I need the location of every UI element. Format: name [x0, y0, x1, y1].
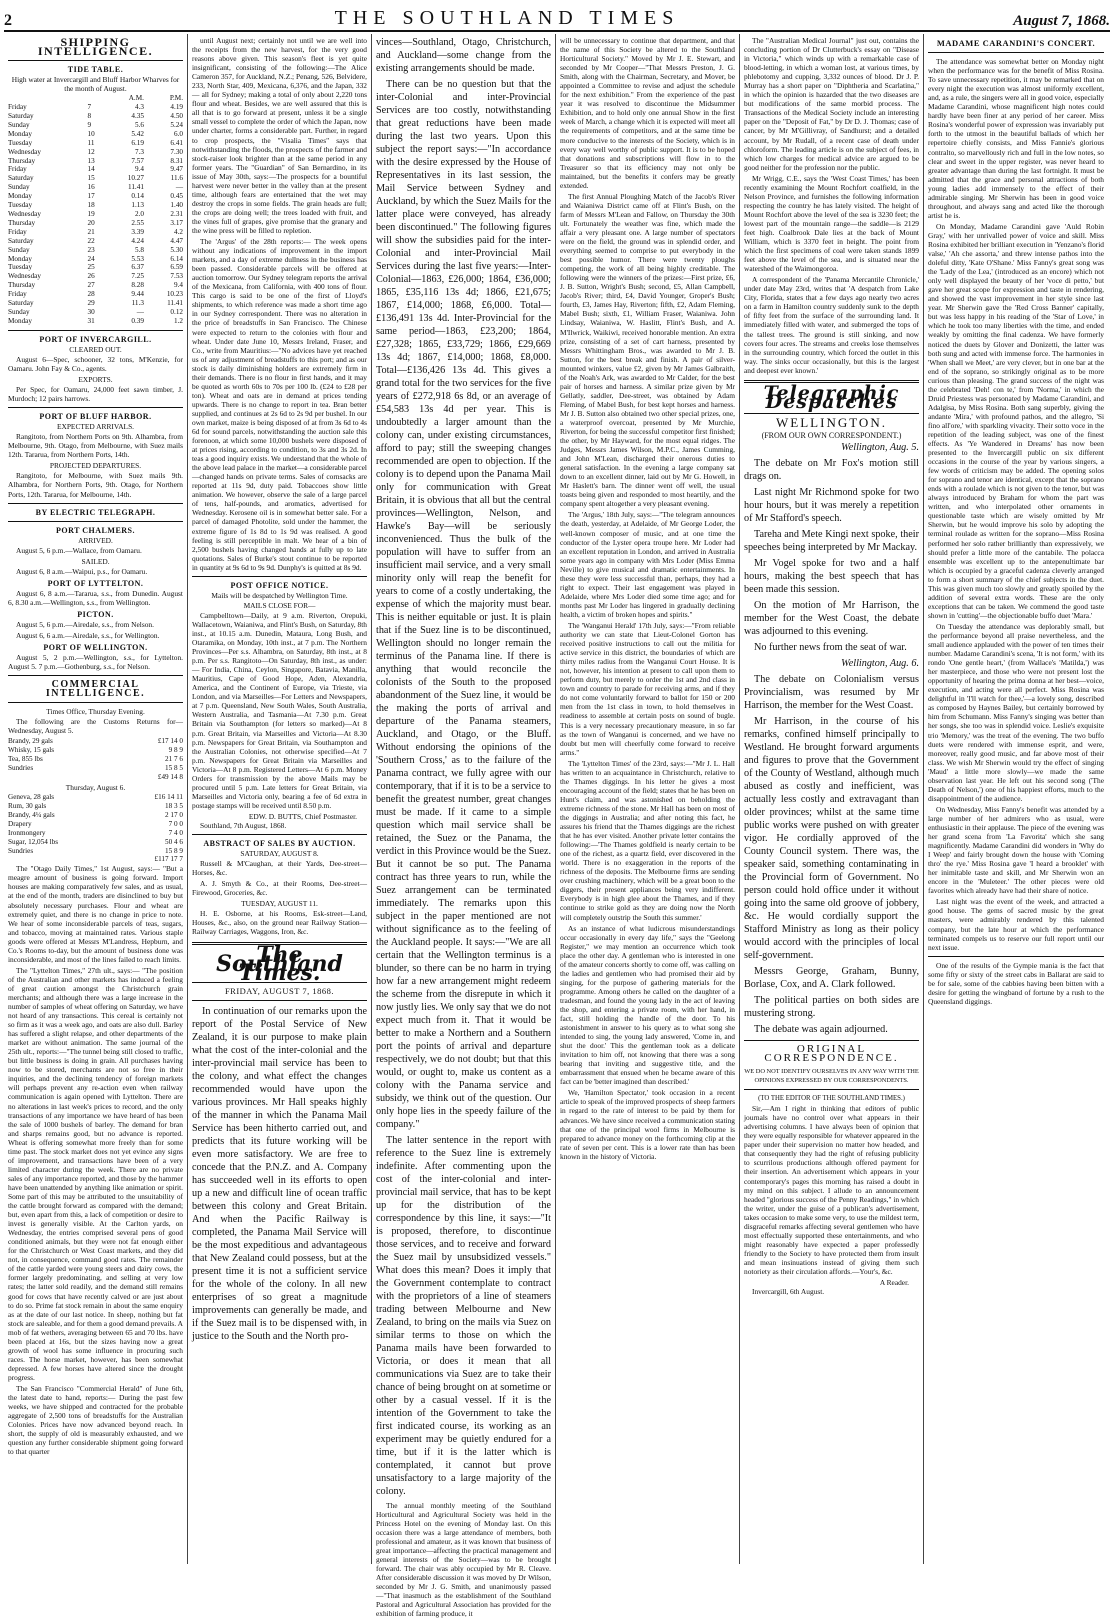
port-picton: PICTON. — [77, 609, 114, 619]
customs-row-cell: Geneva, 28 gals — [8, 793, 55, 802]
chalmers-arrived: August 5, 6 p.m.—Wallace, from Oamaru. — [16, 545, 142, 555]
customs-row-cell: Rum, 30 gals — [8, 801, 47, 810]
paper-title: The Southland Times. — [216, 941, 343, 986]
commercial-p1: The "Otago Daily Times," 1st August, says:— "But a meagre amount of business is going forward. Import houses are making comparatively few sales, and as usual, at the end of the month, traders are disinclined to buy but absolutely necessary purchases. Flour and wheat are extremely quiet, and there is no change in price to note. We hear of some inconsiderable parcels of teas, sugars, and tobacco, moving at maintained rates. Various staple goods were offered at Messrs M'Landress, Hepburn, and Co.'s Rooms to-day, but the amount of business done was inconsiderable, and most of the lines failed to reach limits. — [8, 864, 183, 964]
customs-row — [8, 855, 183, 864]
customs-row-cell: 7 0 0 — [168, 819, 183, 828]
tide-row-cell: 7.53 — [170, 272, 183, 281]
customs-row-cell: 21 7 6 — [165, 755, 183, 764]
exports-text: Per Spec, for Oamaru, 24,000 feet sawn timber, J. Murdoch; 12 pairs harrows. — [8, 385, 183, 404]
gympie-paragraph: One of the results of the Gympie mania is the fact that some fifty or sixty of the street cabs in Ballarat are said to be for sale, some of the cabbies having been bitten with a desire for getting the wingband of fortune by a rush to the Queensland diggings. — [928, 960, 1104, 1006]
tide-row-cell: Thursday — [8, 218, 36, 227]
col4-p1: will be unnecessary to continue that department, and that the name of this Society be altered to the Southland Horticultural Society." Moved by Mr J. E. Stewart, and seconded by Mr Cooper—"That Messrs Preston, J. G. Smith, along with the Chairman, Secretary, and Mover, be appointed a Committee to revise and adjust the schedule for the next exhibition." From the experience of the past year it was resolved to discontinue the Midsummer Exhibition, and to hold only one annual Show in the first week of March, a change which it is expected will meet all the requirements of competitors, and at the same time be more conducive to the interests of the Society, which is in every way well worthy of public support. It is to be hoped that donations and subscriptions will flow in to the Treasurer so that its efficiency may not only be maintained, but the benefits it confers may be greatly extended. — [560, 36, 735, 190]
tide-row — [8, 103, 183, 112]
tide-row-cell: 21 — [87, 227, 95, 236]
col4-p4: The 'Wanganui Herald' 17th July, says:—"From reliable authority we can state that Lieut-Colonel Gorton has received positive instructions to call out the militia for active service in this district, the boundaries of which are thirty miles radius from the Wanganui Court House. It is not, however, his intention at present to call upon them to perform duty, but merely to order the 1st and 2nd class in town and country to parade for receiving arms, and if they do not come voluntarily forward to ballot for 150 or 200 men from the 1st class in town, to hold themselves in readiness to assemble at certain posts on sound of bugle. This is a very necessary precautionary measure, in so far as the town of Wanganui is concerned, and we have no doubt but men will cheerfully come forward to receive arms." — [560, 621, 735, 757]
col4-p2: The first Annual Ploughing Match of the Jacob's River and Waianiwa District came off at Flint's Bush, on the farm of Messrs M'Lean and Fallow, on Thursday the 30th ult. Fortunately the weather was fine, which made the affair a very pleasant one. A large number of spectators were on the field, the ground was in splendid order, and everything seemed to comprise to put everybody in the best possible humor. There were twenty ploughs competing, the work of all being highly creditable. The following were the winners of the prizes:—First prize, £6, J. B. Sutton, Wright's Bush; second, £5, Allan Campbell, Jacob's River; third, £4, David Younger, Groper's Bush; fourth, £3, James Hay, Riverton; fifth, £2, Adam Fleming, Mabel Bush; sixth, £1, William Fraser, Waianiwa. John Lindsay, Waianiwa, W. Haslitt, Flint's Bush, and A. M'Ilwrick, Waikiwi, received honorable mention. An extra prize, consisting of a set of cart harness, presented by Messrs Whittingham Bros., was awarded to Mr J. B. Sutton, for the best break and finish. A pair of silver-mounted winkers, value £2, given by Mr James Galbraith, of the Noah's Ark, was awarded to Mr Calder, for the best pair of horses and harness. A similar prize given by Mr Gellatly, saddler, Dee-street, was obtained by Adam Fleming, of Mabel Bush, for best kept horses and harness. Mr J. B. Sutton also obtained two other special prizes, one, a waterproof overcoat, presented by Mr Murchie, Riverton, for being the successful competitor first finished; the other, by Mr Hayward, for the most equal ridges. The Judges, Messrs James Wilson, M.P.C., James Cumming, and John M'Lean, discharged their onerous duties to general satisfaction. In the evening a large company sat down to an excellent dinner, laid out by Mr G. Howell, in Mr Haslett's barn. The dinner went off well, the usual toasts being given and responded to most heartily, and the company spent altogether a very pleasant evening. — [560, 191, 735, 509]
tide-row-cell: 24 — [87, 254, 95, 263]
customs-row — [8, 793, 183, 802]
tide-row-cell: Tuesday — [8, 138, 33, 147]
tide-row-cell: 22 — [87, 236, 95, 245]
tide-row — [8, 255, 183, 264]
paper-date: FRIDAY, AUGUST 7, 1868. — [224, 985, 335, 996]
tele-11: The debate was again adjourned. — [754, 1023, 888, 1035]
tide-row — [8, 121, 183, 130]
postmaster-signature: EDW. D. BUTTS, Chief Postmaster. — [248, 811, 357, 821]
customs-row — [8, 838, 183, 847]
tele-5: On the motion of Mr Harrison, the member for the West Coast, the debate was adjourned to this evening. — [744, 599, 919, 637]
tide-row-cell: Sunday — [8, 183, 30, 192]
letter-body: Sir,—Am I right in thinking that editors of public journals have no control over what appears in their advertising columns. I have always been of opinion that they were equally responsible for whatever appeared in the paper under their supervision no matter how headed, and that consequently they had the right of refusing publicity to scurrilous productions although offered payment for their insertion. An advertisement which appears in your contemporary's pages this morning has raised a doubt in my mind on this subject. I allude to an announcement headed "glorious success of the Penny Readings," in which the writer, under the guise of a publican's advertisement, takes occasion to make some very, to use the mildest term, disgraceful remarks affecting several gentlemen who have most effectually supported these entertainments, and who might reasonably have expected a paper professedly friendly to the Society to have protected them from insult and mean insinuations instead of giving them such notoriety as their circulation affords.—Your's, &c. — [744, 1104, 919, 1276]
tide-row-cell: 27 — [87, 281, 95, 290]
col3-p2: There can be no question but that the inter-Colonial and inter-Provincial Services are too costly, notwithstanding that great reductions have been made during the last two years. Upon this subject the report says:—"In accordance with the desire expressed by the House of Representatives in its last session, the Mail Service between Sydney and Auckland, by which the Suez Mails for the latter place were conveyed, has already been discontinued." The following figures will show the subsidies paid for the inter-Colonial and inter-Provincial Mail Services during the last five years:—Inter-Colonial—1863, £26,000; 1864, £36,000; 1865, £35,116 13s 4d; 1866, £21,675; 1867, £14,000; 1868, £6,000. Total—£136,491 13s 4d. Inter-Provincial for the same period—1863, £23,200; 1864, £27,328; 1865, £33,729; 1866, £29,669 13s 4d; 1867, £14,000; 1868, £8,000. Total—£136,426 13s 4d. This gives a grand total for the two services for the five years of £272,918 6s 8d, or an average of £54,583 13s 4d per year. This is undoubtedly a larger amount than the colony can, under existing circumstances, afford to pay; still the sweeping changes recommended are open to objection. If the colony is to depend upon the Panama Mail only for communication with Great Britain, it is obvious that all but the central provinces—Wellington, Nelson, and Hawke's Bay—will be seriously inconvenienced. Thus the bulk of the population will have to suffer from an insufficient mail service, and a very small minority only will reap the benefit for years to come of a costly undertaking, the expense of which the majority must bear. This is neither equitable or just. It is plain that if the Suez line is to be discontinued, Wellington should no longer remain the terminus of the Panama line. If there is anything that would reconcile the colonists of the South to the proposed abandonment of the Suez line, it would be the making the ports of arrival and departure of the Panama steamers, Auckland, and Otago, or the Bluff. Without endorsing the opinions of the 'Southern Cross,' as to the failure of the Panama contract, we fully agree with our contemporary, that if it is to be a service to benefit the greatest number, great changes must be made. If it came to a simple question which mail service shall be retained, the Suez or the Panama, the verdict in this Province would be the Suez. But it cannot be so put. The Panama contract has three years to run, while the Suez arrangement can be terminated immediately. The remarks upon this subject in the paper mentioned are not without significance as to the feeling of the Auckland people. It says:—"We are all certain that the Wellington terminus is a blunder, so there can be no harm in trying how far a new arrangement might redeem the scheme from the disrepute in which it now justly lies. We only say that we do not expect much from it. That it would be better to make a Northern and a Southern port the points of arrival and departure respectively, we do not doubt; but that this would, or ought to, make us content as a colony with the Panama service and subsidy, we think out of the question. Our only hope lies in the speedy failure of the company." — [376, 79, 551, 1130]
auction-3: H. E. Osborne, at his Rooms, Esk-street—Land, Houses, &c., also, on the ground near Railway Station—Railway Carriages, Waggons, Iron, &c. — [192, 909, 367, 937]
customs-row-cell: Sugar, 12,054 lbs — [8, 837, 59, 846]
tele-8: Mr Harrison, in the course of his remarks, confined himself principally to Westland. He brought forward arguments and figures to prove that the Government of the County of Westland, although much abused as costly and inefficient, was actually less costly and extravagant than older provinces; whilst at the same time public works were pushed on with greater vigor. He cordially approved of the County Council system. There was, the speaker said, something contaminating in the Provincial form of Government. No person could hold office under it without going into the same old groove of jobbery, &c. He would cordially support the Stafford Ministry as long as their policy would accord with the principles of local self-government. — [744, 715, 919, 961]
customs-thursday: Thursday, August 6. — [65, 783, 126, 793]
customs-row-cell: 9 8 9 — [168, 746, 183, 755]
picton-sailed: August 6, 6 a.m.—Airedale, s.s., for Wellington. — [16, 631, 160, 641]
col2-p2: The 'Argus' of the 28th reports:— The week opens without any indications of improvement in the import markets, and a day of extreme dullness in the business has been passed. Considerable parcels will be offered at auction tomorrow. Our Sydney telegram reports the arrival of the Mexicana, from California, with 400 tons of flour. This cargo is said to be one of the first of Lloyd's shipments, to which reference was made a short time ago in our Sydney correspondent. There was no alteration in the price of breadstuffs in San Francisco. The Chinese were expected to return to the colonies with flour and wheat. Under date June 10, Messrs Ireland, Fraser, and Co., write from Mauritius:—"No advices have yet reached us of any adjustment of breadstuffs to this port; and as our stock is daily diminishing holders are extremely firm in their demands. There is no flour in first hands, and it may be quoted as worth 60s to 70s per 100 lb. (£24 to £28 per ton). Wheat and oats are in demand at prices tending upwards. There is no change to report in tea. Bran better supplied, and continues at 2s 6d to 2s 9d per bushel. In our own market, maize is being disposed of at from 3s 6d to 4s 6d for sound parcels, notwithstanding the auction sale this forenoon, at which some 10,000 bushels were disposed of at prices rising, according to condition, to 3s and 3s 2d. In teas a good inquiry exists. We understand that the whole of the above lead palace in the market—a considerable parcel—changed hands on private terms. Sales of cornsacks are reported at 11s 9d, duty paid. Tobaccoes show little animation. We however, observe the sale of a large parcel of tens, half-pounds, and aromatics, advertised for Wednesday. Kerosene oil is in somewhat better sale. For a parcel of damaged Photolite, sold under the hammer, the extreme figure of 1s 8d to 1s 9d was realised. A good feeling is still perceptible in malt. We hear of a bin of 2,500 bushels having changed hands at fully up to late quotations. Sales of Burke's stout continue to be reported in quantity at 9s 6d to 9s 9d. Dunphy's is quitted at 8s 9d. — [192, 237, 367, 572]
column-1 — [4, 34, 188, 1564]
port-wellington: PORT OF WELLINGTON. — [43, 643, 148, 653]
customs-row-cell — [8, 773, 121, 782]
tide-row-cell: 9.4 — [134, 165, 144, 174]
tide-row-cell: 3.17 — [170, 218, 183, 227]
tide-row — [8, 246, 183, 255]
concert-p4: On Wednesday, Miss Fanny's benefit was attended by a large number of her admirers who as usual, were enthusiastic in their applause. The piece of the evening was her grand scena from 'La Favorita' which she sang magnificently. Madame Carandini did wonders in 'Why do I Weep' and fairly brought down the house with 'Coming thro' the rye.' Miss Rosina gave 'I heard a brooklet' with her inimitable taste and skill, and Mr Sherwin won an encore in the 'Muleteer.' The other pieces were old favorites which already have had their share of notice. — [928, 804, 1104, 896]
tide-row-cell: 9.4 — [174, 281, 183, 290]
tide-row — [8, 228, 183, 237]
tide-row-cell: 29 — [87, 299, 95, 308]
tide-row-cell: 11.41 — [167, 299, 183, 308]
tide-row-cell: 14 — [87, 165, 95, 174]
customs-row-cell: 2 17 0 — [165, 810, 183, 819]
tide-row-cell: Monday — [8, 192, 32, 201]
tide-row-cell: 1.40 — [170, 201, 183, 210]
tide-row-cell: Monday — [8, 316, 32, 325]
concert-p3: On Tuesday the attendance was deplorably small, but the performance beyond all praise nevertheless, and the small audience applauded with the power of ten times their number. Madame Carandini's scena, 'It is not form,' with its rondo 'One gentle heart,' (from Wallace's 'Matilda,') was her masterpiece, and those who were not present lost the opportunity of hearing the prima donna at her best—voice, execution, and acting were all perfect. Miss Rosina was delightful in 'I'll watch for thee,'—a lovely song, described as composed by Haynes Bailey, but certainly borrowed by him from Schumann. Miss Fanny's singing was better than her songs, she too was in splendid voice. Leslie's exquisite trio 'Memory,' was the treat of the evening. The two buffo duets were rendered with immense esprit, and were, moreover, really good music, and far above most of their class. We wish Mr Sherwin would try the effect of singing 'Maud' a little more slowly—we made the same observation last year. He left out his second song ('The Death of Nelson,') one of his happiest efforts, much to the disappointment of the audience. — [928, 621, 1104, 803]
tide-intro: High water at Invercargill and Bluff Harbor Wharves for the month of August. — [11, 75, 180, 94]
expected-text: Rangitoto, from Northern Ports on 9th. Alhambra, from Melbourne, 9th. Otago, from Melbourne, with Suez mails 12th. Tararua, from Northern Ports, 14th. — [8, 432, 183, 460]
arrived-label: ARRIVED. — [78, 535, 113, 545]
customs-row — [8, 811, 183, 820]
tide-row-cell: Monday — [8, 129, 32, 138]
times-office: Times Office, Thursday Evening. — [46, 707, 145, 717]
col3-p4: The annual monthly meeting of the Southland Horticultural and Agricultural Society was held in the Princess Hotel on the evening of Monday last. On this occasion there was a large attendance of members, both professional and amateur, as it was known that business of great importance—affecting the practical management and general interests of the Society—was to be brought forward. The chair was ably occupied by Mr R. Cleave. After considerable discussion it was moved by Dr Wilson, seconded by Mr J. G. Smith, and unanimously passed—"That inasmuch as the establishment of the Southland Pastoral and Agricultural Association has provided for the exhibition of farming produce, it — [376, 1501, 551, 1618]
tide-row-cell: 6.14 — [170, 254, 183, 263]
tide-row-cell: 2.0 — [134, 210, 144, 219]
customs-row-cell: £16 14 11 — [154, 793, 183, 802]
tele-6: No further news from the seat of war. — [754, 641, 907, 653]
tide-row-cell: Saturday — [8, 174, 34, 183]
column-4 — [556, 34, 740, 1564]
tide-row-cell: 5.8 — [134, 245, 144, 254]
customs-row — [8, 829, 183, 838]
newspaper-title: THE SOUTHLAND TIMES — [334, 7, 680, 29]
tide-row-cell: 9.47 — [170, 165, 183, 174]
tide-row-cell: 8.31 — [170, 156, 183, 165]
customs-row-cell: £49 14 8 — [157, 773, 183, 782]
tide-row-cell: Thursday — [8, 156, 36, 165]
tide-row-cell: 11.41 — [128, 183, 144, 192]
auction-tuesday: TUESDAY, AUGUST 11. — [241, 899, 318, 909]
leader-article — [192, 1005, 367, 1343]
col3-p1: vinces—Southland, Otago, Christchurch, and Auckland—some change from the existing arrangements should be made. — [376, 37, 551, 74]
tide-row-cell: 20 — [87, 218, 95, 227]
tide-row-cell: Wednesday — [8, 147, 41, 156]
tide-row — [8, 148, 183, 157]
tide-row-cell: 5.42 — [131, 129, 144, 138]
tide-row-cell: 12 — [87, 147, 95, 156]
concert-p2: On Monday, Madame Carandini gave 'Auld Robin Gray,' with her unrivalled power of voice and skill. Miss Rosina exhibited her brilliant execution in 'Yenzano's florid valse,' 'Ah che assorta,' and threw intense pathos into the doleful ditty, 'Kate O'Shane.' Miss Fanny's great song was the 'Lady of the Lea,' (introduced as an encore) which not only well displayed the beauty of her 'voce di petto,' but gave her great scope for expression and taste in rendering, and showed the vast improvement in her style since last year. Mr Sherwin gave the 'Red Cross Banner' capitally, but was less happy in his reading of the 'Star of Love,' in which he took too many liberties with the time, and ended weakly by omitting the final cadenza. We have formerly noticed the duets by Glover and Donizetti, the latter was both sung and acted with immense force. The harmonies in 'When shall we Meet,' are very clever, but in one bar at the end of the soprano, so strikingly original as to be more curious than pleasing. The grand success of the night was the celebrated 'Deh! con te,' from 'Norma,' in which the Druid Priestess was personated by Madame Carandini, and Adalgisa, by Miss Rosina. Both sang superbly, giving the andante 'Mira,' with profound pathos, and the allegro, 'Si fino all'ore,' with sparkling vivacity. Their sotto voce in the repetition of the leading subject, was one of the finest effects. As 'Ye Wandered in Dreams' has now been presented to the Invercargill public on six different occasions in the course of the year by various singers, a few words of criticism may be added. The opening solos for soprano and tenor are identical, except that the soprano ends with a roulade which is not given to the tenor, but was always introduced by Braham for whom the part was written, and who interpolated other ornaments in questionable taste which are wisely omitted by Mr Sherwin, but he would improve his solo by adopting the terminal roulade as written for the soprano—Miss Rosina performed her solo rather brilliantly than expressively, we should prefer a little more of the cantabile. The polacca ensemble was excellent up to the antepenultimate bar which is occupied by a graceful cadenza cleverly arranged to form a short summary of the chief subjects in the duet. This was given much too slowly and greatly spoiled by the addition of several extra words. These are the only exceptions that can be taken. We commend the good taste shown in 'cutting'—the objectionable buffo duet 'Mara.' — [928, 221, 1104, 620]
tide-row-cell: 26 — [87, 272, 95, 281]
tide-row-cell: 10 — [87, 129, 95, 138]
column-5 — [740, 34, 924, 1564]
sailed-label: SAILED. — [81, 556, 110, 566]
to-editor: (TO THE EDITOR OF THE SOUTHLAND TIMES.) — [758, 1095, 905, 1103]
customs-row-cell: £117 17 7 — [154, 855, 183, 864]
customs-row — [8, 737, 183, 746]
tide-row — [8, 112, 183, 121]
columns — [4, 34, 1110, 1618]
customs-row-cell: Drapery — [8, 819, 32, 828]
customs-row-cell: Brandy, 4¼ gals — [8, 810, 55, 819]
tide-row-cell: 4.19 — [170, 103, 183, 112]
tide-row-cell: 28 — [87, 290, 95, 299]
tide-row-cell: Friday — [8, 227, 27, 236]
telegraph-heading: BY ELECTRIC TELEGRAPH. — [35, 507, 156, 517]
tide-row-cell: 4.3 — [134, 103, 144, 112]
tide-row-cell: Saturday — [8, 299, 34, 308]
tide-row-cell: Tuesday — [8, 201, 33, 210]
tide-row — [8, 174, 183, 183]
col2-p1: until August next; certainly not until we are well into the receipts from the new harvest, for the very good reasons above given. This season's fleet is yet quite insignificant, consisting of the following:—The Alice Cameron 357, for Auckland, N.Z.; Penang, 526, Belvidere, 233, North Star, 409, Mexicana, 6,376, and the Japan, 332— all for Sydney; making a total of only about 2,220 tons flour and wheat. Besides, we are well assured that this is all that is to go forward at present, unless it be a single small vessel to complete the order of which the Japan, now under charter, forms a considerable part. Further, in regard to crop prospects, the "Visalia Times" says that notwithstanding the floods, the prospects of the farmer and stock-raiser look brighter than at the same period in any former years. The "Guardian" of San Bernardino, in its issue of May 30th, says:—The prospects for a bountiful harvest were never better in the valley than at the present time, although fears are entertained that the wet may destroy the crops in some fields. The grain heads are full; the crops are doing well; the trees loaded with fruit, and the vines full of grapes, give promise that the granary and the wine press will be filled to repletion. — [192, 36, 367, 235]
col5-p1: The "Australian Medical Journal" just out, contains the concluding portion of Dr Clutterbuck's essay on "Disease in Victoria," which winds up with a remarkable case of blood-letting, in which a woman lost, at various times, by phlebotomy and cupping, 3,332 ounces of blood. Dr J. P. Murray has a short paper on "Diphtheria and Scarlatina," in which the opinion is hazarded that the two diseases are but modifications of the same morbid process. The Transactions of the Medical Society include an interesting paper on the "Deposit of Fat," by Dr D. J. Thomas; case of cancer, by Mr M'Gillivray, of Sandhurst; and a detailed account, by Mr Rudall, of a recent case of death under chloroform. The leading article is on the subject of fees, in which low charges for medical advice are argued to be good neither for the profession nor the public. — [744, 36, 919, 172]
col4-p6: As an instance of what ludicrous misunderstandings occur occasionally in every day life," says the "Geelong Register," we may mention an occurrence which took place the other day. A gentleman who is interested in one of the amateur concerts shortly to come off, was calling on the ladies and gentlemen who had promised their aid by singing, for the purpose of gathering materials for the programme. Among others he called on the daughter of a tradesman, and found the young lady in the act of leaving the shop, and entering a private room, with her hand, in fact, still holding the handle of the door. To his astonishment in answer to his query as to what song she intended to sing, the young lady answered, 'Come in, and shut the door.' This the gentleman took as a delicate invitation to him off, not knowing that there was a song bearing that inviting and suggestive title, and the embarrassment that ensued when he became aware of this fact can be 'better imagined than described.' — [560, 923, 735, 1087]
tide-row-cell: 7.30 — [170, 147, 183, 156]
postmaster-place: Southland, 7th August, 1868. — [200, 820, 287, 830]
tele-3: Tareha and Mete Kingi next spoke, their speeches being interpreted by Mr Mackay. — [744, 528, 919, 553]
column-2 — [188, 34, 372, 1564]
inv-text: August 6—Spec, schooner, 32 tons, M'Kenzie, for Oamaru. John Fay & Co., agents. — [8, 354, 183, 373]
tide-row-cell: 9 — [87, 120, 92, 129]
col5-p2: Mr Wrigg, C.E., says the 'West Coast Times,' has been recently examining the Mount Rochfort coalfield, in the Nelson Province, and furnishes the following information respecting the country he has lately visited. The height of Mount Rochfort above the level of the sea is 3230 feet; the lowest part of the mountain range—the saddle—is 2129 feet high. Coalbrook Dale lies at the back of Mount William, which is 3370 feet in height. The point from which the first specimens of coal were taken stands 1899 feet above the level of the sea, and is situated near the watershed of the Waimongoroa. — [744, 173, 919, 274]
letter-signature: A Reader. — [879, 1278, 909, 1288]
tide-row-cell: 0.12 — [170, 307, 183, 316]
auction-saturday: SATURDAY, AUGUST 8. — [240, 849, 319, 859]
commercial-p3: The San Francisco "Commercial Herald" of June 6th, the latest date to hand, reports:— During the past few weeks, we have shipped and contracted for the probable aggregate of 2,500 tons of breadstuffs for the Australian Colonies. Prices have now advanced beyond reach. In short, the supply of old is measurably exhausted, and we question any further considerable shipment going forward to that quarter — [8, 1383, 183, 1457]
tide-row-cell: 31 — [87, 316, 95, 325]
tide-row — [8, 272, 183, 281]
tide-row-cell: 9.44 — [131, 290, 144, 299]
tele-4: Mr Vogel spoke for two and a half hours, making the best speech that has been made this session. — [744, 557, 919, 595]
customs-row-cell: Brandy, 29 gals — [8, 737, 53, 746]
customs-row-cell: 15 8 5 — [165, 764, 183, 773]
customs-row-cell: Sundries — [8, 846, 34, 855]
tide-row-cell: 10.23 — [166, 290, 183, 299]
tide-row-cell: 6.41 — [170, 138, 183, 147]
customs-row-cell: Ironmongery — [8, 828, 46, 837]
auction-2: A. J. Smyth & Co., at their Rooms, Dee-street—Firewood, Groceries, &c. — [192, 879, 367, 898]
tide-row-cell: 4.47 — [170, 236, 183, 245]
tide-row-cell: 23 — [87, 245, 95, 254]
tide-row-cell: Friday — [8, 103, 27, 112]
tide-row-cell: 17 — [87, 192, 95, 201]
tide-row-cell: 6.37 — [131, 263, 144, 272]
concert-p5: Last night was the event of the week, and attracted a good house. The gems of sacred music by the great masters, were admirably rendered by this talented company, but the late hour at which the performance terminated compels us to reserve our full report until our next issue. — [928, 897, 1104, 952]
chalmers-sailed: August 6, 8 a.m.—Waipui, p.s., for Oamaru. — [16, 566, 148, 576]
exports-label: EXPORTS. — [78, 374, 113, 384]
tide-row — [8, 192, 183, 201]
tide-row — [8, 299, 183, 308]
tide-row-cell: 8 — [87, 112, 92, 121]
tele-7: The debate on Colonialism versus Provincialism, was resumed by Mr Harrison, the member for the West Coast. — [744, 673, 919, 711]
tide-row — [8, 183, 183, 192]
column-6 — [924, 34, 1108, 1564]
tide-row-cell: 19 — [87, 210, 95, 219]
tide-row — [8, 219, 183, 228]
tide-row-cell: 6.59 — [170, 263, 183, 272]
tide-row — [8, 237, 183, 246]
tide-row-cell: 8.28 — [131, 281, 144, 290]
customs-row-cell: £17 14 0 — [157, 737, 183, 746]
tide-row-cell: 7.57 — [131, 156, 144, 165]
tide-row-cell: 11.6 — [170, 174, 183, 183]
tide-row-cell: Sunday — [8, 120, 30, 129]
auction-1: Russell & M'Caughan, at their Yards, Dee-street—Horses, &c. — [192, 859, 367, 878]
tide-row-cell: Saturday — [8, 112, 34, 121]
tide-row-cell: — — [175, 183, 183, 192]
tide-row-cell: — — [136, 307, 144, 316]
tide-col-pm: P.M. — [169, 94, 183, 103]
tide-row — [8, 210, 183, 219]
auction-heading: ABSTRACT OF SALES BY AUCTION. — [203, 839, 356, 849]
tide-row-cell: Wednesday — [8, 272, 41, 281]
tide-title: TIDE TABLE. — [67, 65, 124, 75]
letter-place: Invercargill, 6th August. — [752, 1287, 825, 1297]
tide-row-cell: 13 — [87, 156, 95, 165]
shipping-heading: SHIPPING INTELLIGENCE. — [37, 35, 154, 59]
tele-2: Last night Mr Richmond spoke for two hour hours, but it was merely a repetition of Mr Stafford's speech. — [744, 486, 919, 524]
wellington-sailed: August 5, 2 p.m.—Wellington, s.s., for Lyttelton. August 5. 7 p.m.—Gothenburg, s.s., for Nelson. — [8, 653, 183, 672]
tide-row-cell: Tuesday — [8, 263, 33, 272]
tide-table — [8, 94, 183, 326]
tide-row-cell: 5.6 — [134, 120, 144, 129]
dateline-1: Wellington, Aug. 5. — [841, 441, 919, 453]
tide-row-cell: 6.0 — [174, 129, 183, 138]
port-lyttelton: PORT OF LYTTELTON. — [47, 578, 144, 588]
telegraph-city: WELLINGTON. — [776, 414, 887, 430]
tide-row-cell: Friday — [8, 290, 27, 299]
tide-row-cell: Friday — [8, 165, 27, 174]
disclaimer: WE DO NOT IDENTIFY OURSELVES IN ANY WAY WITH THE OPINIONS EXPRESSED BY OUR CORRESPONDENTS. — [744, 1068, 919, 1085]
tide-row-cell: 0.14 — [131, 192, 144, 201]
col4-p7: We, 'Hamilton Spectator,' took occasion in a recent article to speak of the improved prospects of sheep farmers in regard to the rate of interest to be paid by them for advances. We have since received a communication stating that one of the principal wool firms in Melbourne is prepared to advance money on the forthcoming clip at the rate of seven per cent. This is a lower rate than has been known in the history of Victoria. — [560, 1088, 735, 1161]
tide-row-cell: 7.3 — [134, 147, 144, 156]
tide-row-cell: 30 — [87, 307, 95, 316]
tide-row-cell: Saturday — [8, 236, 34, 245]
tide-row-cell: 15 — [87, 174, 95, 183]
tide-row-cell: 18 — [87, 201, 95, 210]
projected-text: Rangitoto, for Melbourne, with Suez mails 9th. Alhambra, for Northern Ports, 9th. Otago, for Northern Ports, 12th. Tararua, for Melbourne, 14th. — [8, 471, 183, 499]
port-chalmers: PORT CHALMERS. — [55, 525, 136, 535]
tide-row-cell: Thursday — [8, 281, 36, 290]
telegraphic-heading: Telegraphic Despatches — [763, 381, 900, 413]
post-intro: Mails will be despatched by Wellington Time. — [211, 590, 348, 600]
customs-row-cell: Tea, 855 lbs — [8, 755, 43, 764]
tide-row-cell: 4.2 — [174, 227, 183, 236]
column-3 — [372, 34, 556, 1618]
port-bluff: PORT OF BLUFF HARBOR. — [39, 412, 152, 422]
tide-row-cell: 4.24 — [131, 236, 144, 245]
masthead — [4, 8, 1110, 32]
own-correspondent: (FROM OUR OWN CORRESPONDENT.) — [761, 430, 902, 440]
tide-row-cell: 25 — [87, 263, 95, 272]
customs-row — [8, 847, 183, 856]
tide-row-cell: 5.24 — [170, 120, 183, 129]
page-number: 2 — [4, 12, 12, 29]
customs-table-a — [8, 737, 183, 782]
col4-p3: The 'Argus,' 18th July, says:—"The telegram announces the death, yesterday, at Adelaide, of Mr George Loder, the well-known composer of music, and at one time the conductor of the Lyster opera troupe here. Mr Loder had an excellent reputation in London, and arrived in Australia some years ago in company with Mrs Loder (Miss Emma Neville) to give musical and dramatic entertainments. In these they were less successful than, perhaps, they had a right to expect. Their last engagement was played in Adelaide, where Mrs Loder died some time ago; and for months past Mr Loder has lingered in gradually declining health, a victim of broken hopes and spirits." — [560, 510, 735, 619]
post-office-heading: POST OFFICE NOTICE. — [230, 580, 329, 590]
tide-row-cell: Wednesday — [8, 210, 41, 219]
concert-p1: The attendance was somewhat better on Monday night when the performance was for the benefit of Miss Rosina. To save unnecessary repetition, it may be remarked that on every night the execution was almost uniformly excellent, and, as a rule, the singers were all in good voice, especially Madame Carandini, whose magnificent high notes could hardly have been finer at any period of her career. Miss Rosina's wonderful power of expression was invariably put forth to the utmost in the beautiful ballads of which her repertoire chiefly consists, and Miss Fannie's glorious contralto, so marvellously rich and full in the low notes, so clear and sweet in the upper register, was never heard to greater advantage than during the last fortnight. It must be admitted that the grace and personal attractions of both young ladies add immensely to the effect of their admirable singing. Mr Sherwin has been in good voice throughout, and always sang and acted like the thorough artist he is. — [928, 57, 1104, 220]
tide-row-cell: 2.31 — [170, 210, 183, 219]
tide-row-cell: 1.13 — [131, 201, 144, 210]
customs-intro: The following are the Customs Returns for— Wednesday, August 5. — [8, 717, 183, 736]
customs-row-cell: 50 4 6 — [165, 837, 183, 846]
tide-row-cell: 10.27 — [127, 174, 144, 183]
tide-row — [8, 263, 183, 272]
tide-row-cell: Sunday — [8, 245, 30, 254]
tide-row-cell: 2.55 — [131, 218, 144, 227]
tide-row-cell: 5.53 — [131, 254, 144, 263]
tide-row — [8, 139, 183, 148]
correspondence-heading: ORIGINAL CORRESPONDENCE. — [764, 1042, 899, 1064]
tide-row-cell: 0.45 — [170, 192, 183, 201]
tele-9: Messrs George, Graham, Bunny, Borlase, Cox, and A. Clark followed. — [744, 965, 919, 990]
customs-row-cell: 7 4 0 — [168, 828, 183, 837]
tide-row-cell: 0.39 — [131, 316, 144, 325]
tide-row — [8, 308, 183, 317]
customs-row-cell — [8, 855, 120, 864]
tide-row-cell: 1.2 — [174, 316, 183, 325]
tide-row — [8, 281, 183, 290]
tide-row-cell: 4.35 — [131, 112, 144, 121]
customs-table-b — [8, 793, 183, 864]
leader-p1: In continuation of our remarks upon the report of the Postal Service of New Zealand, it is our purpose to make plain what the cost of the inter-colonial and the inter-provincial mail service has been to the colony, and what effect the changes recommended would have upon the various provinces. Mr Hall speaks highly of the manner in which the Panama Mail Service has been hitherto carried out, and predicts that its future working will be even more satisfactory. We are free to concede that the P.N.Z. and A. Company has succeeded well in its efforts to open up a new and difficult line of ocean traffic between this colony and Great Britain. And when the Pacific Railway is completed, the Panama Mail Service will be the most expeditious and advantageous that New Zealand could possess, but at the present time it is not a sufficient service for the whole of the colony. In all new enterprises of so great a magnitude improvements can generally be made, and if the Suez mail is to be dispensed with, in justice to the South and the North pro- — [192, 1005, 367, 1342]
customs-row — [8, 773, 183, 782]
port-invercargill: PORT OF INVERCARGILL. — [39, 334, 152, 344]
customs-row — [8, 764, 183, 773]
customs-row — [8, 746, 183, 755]
expected-label: EXPECTED ARRIVALS. — [56, 422, 135, 432]
picton-arrived: August 5, 6 p.m.—Airedale, s.s., from Nelson. — [16, 620, 154, 630]
tide-row-cell: 16 — [87, 183, 95, 192]
mails-close: MAILS CLOSE FOR— — [243, 600, 316, 610]
customs-row-cell: 18 3 5 — [165, 801, 183, 810]
tide-row-cell: 11.3 — [131, 299, 144, 308]
tide-row-cell: 11 — [87, 138, 95, 147]
tide-row-cell: 3.39 — [131, 227, 144, 236]
tide-row — [8, 201, 183, 210]
tide-row — [8, 317, 183, 326]
concert-heading: MADAME CARANDINI'S CONCERT. — [936, 38, 1096, 48]
tide-row-cell: Monday — [8, 254, 32, 263]
customs-row-cell: 15 8 9 — [165, 846, 183, 855]
tide-row-cell: 7 — [87, 103, 92, 112]
dateline-2: Wellington, Aug. 6. — [841, 657, 919, 669]
cleared-out: CLEARED OUT. — [69, 344, 122, 354]
tide-row — [8, 290, 183, 299]
tele-10: The political parties on both sides are mustering strong. — [744, 994, 919, 1019]
projected-label: PROJECTED DEPARTURES. — [49, 461, 142, 471]
col5-p3: A correspondent of the 'Panama Mercantile Chronicle,' under date May 23rd, writes that 'A despatch from Lake City, Florida, states that a few days ago nearly two acres on a farm in Hamilton country suddenly sunk to the depth of fifty feet from the surface of the surrounding land. It immediately filled with water, and submerged the tops of the tallest trees. The ground is still sinking, and now covers four acres. The streams and creeks lose themselves in the surrounding country, which forced the outlet in this way. The sinks occur occasionally, but this is the largest and deepest ever known.' — [744, 275, 919, 375]
commercial-p2: The "Lyttelton Times," 27th ult., says:— "The position of the Australian and other markets has induced a feeling of great caution amongst the Christchurch grain merchants; and although there was a large increase in the number of samples of wheat offering on Saturday, we have not heard of any transactions. This cereal is certainly not so firm as it was a week ago, and oats are also dull. Barley has suffered a slight relapse, and other departments of the market are without animation. The same journal of the 25th ult., reports:—"The tunnel being still closed to traffic, but little business is doing in grain. All purchases having now to be stored, merchants are not so free in their inquiries, and the declining tendency of foreign markets will perhaps prevent any re-action even when railway communication is again opened with Lyttelton. There are no alterations in last week's prices to record, and the only transactions of any importance we have heard of has been the sale of 1000 bushels of barley. The demand for bran and sharps remains good, but no advance is reported. Wheat is offering somewhat more freely than for some time past. The stock market does not yet evince any signs of improvement, and transactions have been of a very limited character during the week. There are no private sales of any importance reported, and those by the hammer have been unattended by anything like animation or spirit. Some part of this may be attributed to the unsuitability of the cattle brought forward as compared with the demand; but, even apart from this, a lack of competition or desire to invest is generally visible. At the Carlton yards, on Wednesday, the entries comprised several pens of good conditioned animals, but they were not fat enough either for the Christchurch or West Coast markets, and they did not, in consequence, command good rates. The remainder of the cattle yarded were young steers and dairy cows, the former largely predominating, and selling at very low rates; the latter sold readily, and the demand still remains good for cows that have recently calved or are just about to do so. Prime fat stock remain in about the same enquiry as at the date of our last notice. In sheep, nothing but fat stock are saleable, and for them a good demand prevails. A mob of fat wethers, averaging between 65 and 70 lbs. have been placed at 16s, but the sizes having now a great growth of wool has some influence in procuring such races. The horse market, however, has been somewhat depressed. A few horses have altered since the drought progress. — [8, 965, 183, 1382]
tide-row-cell: 7.25 — [131, 272, 144, 281]
customs-row-cell: Sundries — [8, 764, 34, 773]
mails-list: Campbelltown—Daily, at 9 a.m. Riverton, Orepuki, Wallacetown, Waianiwa, and Flint's Bush, on Saturday, 8th inst., at 10.15 a.m. Dunedin, Mataura, Long Bush, and Otaramika, on Monday, 10th inst., at 7 p.m. The Northern Provinces—Per s.s. Alhambra, on Saturday, 8th inst., at 8 p.m. Per s.s. Rangitoto—On Saturday, 8th inst., as under:— For India, China, Ceylon, Singapore, Batavia, Manilla, Mauritius, Cape of Good Hope, Aden, Alexandria, America, and the Continent of Europe, via Trieste, via London, and via Marseilles—For Letters and Newspapers, at 7 p.m. Queensland, New South Wales, South Australia, Western Australia, and Tasmania—At 7.30 p.m. Great Britain via Southampton (for letters so marked)—At 8 p.m. Great Britain, via Marseilles and Victoria—At 8.30 p.m. Newspapers for Great Britain, via Southampton and the Australian Colonies, not otherwise specified—At 7 p.m. Newspapers for Great Britain via Marseilles and Victoria—At 8 p.m. Registered Letters—At 6 p.m. Money Orders for transmission by the above Mails may be procured until 5 p.m. Late letters for Great Britain, via Marseilles and Victoria only, bearing a fee of 6d extra in postage stamps will be received until 8.50 p.m. — [192, 610, 367, 810]
customs-row-cell: Whisky, 15 gals — [8, 746, 55, 755]
commercial-heading: COMMERCIAL INTELLIGENCE. — [45, 679, 146, 700]
lyttelton-arrived: August 6, 8 a.m.—Tararua, s.s., from Dunedin. August 6, 8.30 a.m.—Wellington, s.s., from Wellington. — [8, 588, 183, 607]
tide-row — [8, 165, 183, 174]
tide-row — [8, 157, 183, 166]
col3-p3: The latter sentence in the report with reference to the Suez line is extremely indefinite. After commenting upon the cost of the inter-colonial and inter-provincial mail service, that has to be kept up for the distribution of the correspondence by this line, it says:—"It is proposed, therefore, to discontinue those services, and to receive and forward the Suez mail by unsubsidized vessels." What does this mean? Does it imply that the Government contemplate to contract with the proprietors of a line of steamers trading between Melbourne and New Zealand, to bring on the mails via Suez on similar terms to those on which the Panama mails have been forwarded to Victoria, or does it mean that all communications via Suez are to take their chance of being brought on at sometime or other by a casual vessel. If it is the intention of the Government to take the first indicated course, its working as an experiment may be quietly endured for a time, but if it is the latter which is contemplated, it cannot but prove unsatisfactory to a large majority of the colony. — [376, 1135, 551, 1497]
customs-row — [8, 755, 183, 764]
tide-row-cell: 4.50 — [170, 112, 183, 121]
tide-col-am: A.M. — [128, 94, 144, 103]
tele-1: The debate on Mr Fox's motion still drags on. — [744, 457, 919, 482]
col4-p5: The 'Lyttelton Times' of the 23rd, says:—"Mr J. L. Hall has written to an acquaintance in Christchurch, relative to the Thames diggings. In his letter he gives a most encouraging account of the field; states that he has been on Hunt's claim, and was astonished on beholding the extreme richness of the stone. Mr Hall has been on most of the diggings in Australia; and after noting this fact, he assures his friend that the Thames diggings are the richest that he has ever visited. Another private letter contains the following:—'The Thames goldfield is nearly certain to be one of the richest, as a quartz field, ever discovered in the world. There is no exaggeration in the reports of the richness of the deposits. The Melbourne firms are sending over crushing machinery, which will be a great boon to the diggers, their present appliances being very indifferent. Everybody is in high glee about the Thames, and if they continue to strike gold as they are doing now the North will completely outstrip the South this summer.' — [560, 758, 735, 922]
customs-row — [8, 820, 183, 829]
issue-date: August 7, 1868. — [1013, 13, 1110, 29]
tide-row-cell: 5.30 — [170, 245, 183, 254]
tide-row-cell: 6.19 — [131, 138, 144, 147]
tide-row-cell: Sunday — [8, 307, 30, 316]
customs-row — [8, 802, 183, 811]
tide-row — [8, 130, 183, 139]
